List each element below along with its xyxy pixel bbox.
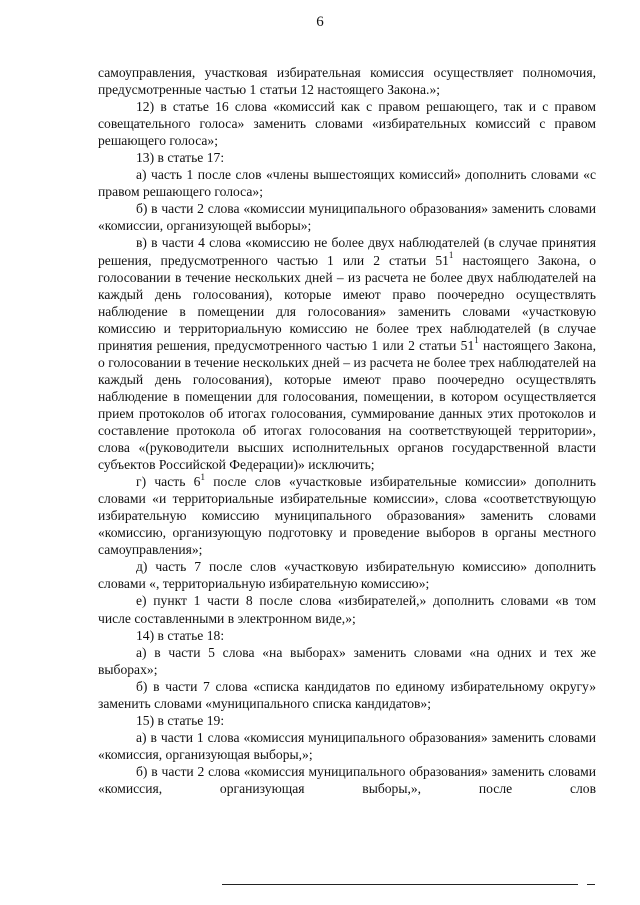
paragraph <box>98 592 596 626</box>
paragraph-text: 13) в статье 17: <box>136 150 225 166</box>
paragraph-text: 14) в статье 18: <box>136 627 225 643</box>
document-body <box>98 64 596 797</box>
paragraph-text: настоящего Закона, о голосовании в течение нескольких дней – из расчета не более двух наблюдателей на каждый день голосования), которые имеют право поочередно осуществлять наблюдение в помещении для голосования» заменить словами «участковую комиссию и территориальную комиссию не более трех наблюдателей (в случае принятия решения, предусмотренного частью 1 или 2 статьи 51 <box>98 252 596 353</box>
paragraph-text: б) в части 7 слова «списка кандидатов по единому избирательному округу» заменить словами «муниципального списка кандидатов»; <box>98 678 596 711</box>
paragraph <box>98 712 596 729</box>
paragraph-text: самоуправления, участковая избирательная комиссия осуществляет полномочия, предусмотренные частью 1 статьи 12 настоящего Закона.»; <box>98 65 596 98</box>
paragraph <box>98 558 596 592</box>
paragraph <box>98 644 596 678</box>
footer-rule <box>222 884 578 885</box>
paragraph <box>98 473 596 558</box>
paragraph <box>98 234 596 473</box>
paragraph-text: е) пункт 1 части 8 после слова «избирателей,» дополнить словами «в том числе составленными в электронном виде,»; <box>98 593 596 626</box>
paragraph-text: а) в части 1 слова «комиссия муниципального образования» заменить словами «комиссия, организующая выборы,»; <box>98 729 596 762</box>
superscript: 1 <box>448 249 454 260</box>
paragraph <box>98 763 596 797</box>
paragraph-text: а) в части 5 слова «на выборах» заменить словами «на одних и тех же выборах»; <box>98 644 596 677</box>
paragraph-text: б) в части 2 слова «комиссии муниципального образования» заменить словами «комиссии, организующей выборы»; <box>98 201 596 234</box>
paragraph-text: в) в части 4 слова «комиссию не более двух наблюдателей (в случае принятия решения, предусмотренного частью 1 или 2 статьи 51 <box>98 235 596 268</box>
paragraph-text: после слов «участковые избирательные комиссии» дополнить словами «и территориальные избирательные комиссии», слова «соответствующую избирательную комиссию муниципального образования» заменить словами «комиссию, организующую подготовку и проведение выборов в органы местного самоуправления»; <box>98 474 597 558</box>
paragraph-text: 15) в статье 19: <box>136 712 225 728</box>
paragraph-text: а) часть 1 после слов «члены вышестоящих комиссий» дополнить словами «с правом решающего голоса»; <box>98 167 596 200</box>
paragraph <box>98 166 596 200</box>
paragraph <box>98 627 596 644</box>
paragraph-text: 12) в статье 16 слова «комиссий как с правом решающего, так и с правом совещательного голоса» заменить словами «избирательных комиссий с правом решающего голоса»; <box>98 99 596 149</box>
paragraph <box>98 729 596 763</box>
paragraph <box>98 64 596 98</box>
paragraph-text: д) часть 7 после слов «участковую избирательную комиссию» дополнить словами «, территориальную избирательную комиссию»; <box>98 559 596 592</box>
superscript: 1 <box>200 471 205 482</box>
paragraph <box>98 149 596 166</box>
page-number: 6 <box>316 14 324 30</box>
superscript: 1 <box>474 335 479 346</box>
paragraph <box>98 678 596 712</box>
paragraph-text: б) в части 2 слова «комиссия муниципального образования» заменить словами «комиссия, организующая выборы,», после слов <box>98 763 596 796</box>
paragraph <box>98 200 596 234</box>
paragraph <box>98 98 596 149</box>
footer-dash <box>587 884 595 885</box>
paragraph-text: г) часть 6 <box>136 474 201 490</box>
paragraph-text: настоящего Закона, о голосовании в течение нескольких дней – из расчета не более трех наблюдателей на каждый день голосования), которые имеют право поочередно осуществлять наблюдение в помещении для голосования, помещении, в котором осуществляется прием протоколов об итогах голосования, суммирование данных этих протоколов и составление протокола об итогах голосования на соответствующей территории», слова «(руководители высших исполнительных органов государственной власти субъектов Российской Федерации)» исключить; <box>98 337 596 473</box>
